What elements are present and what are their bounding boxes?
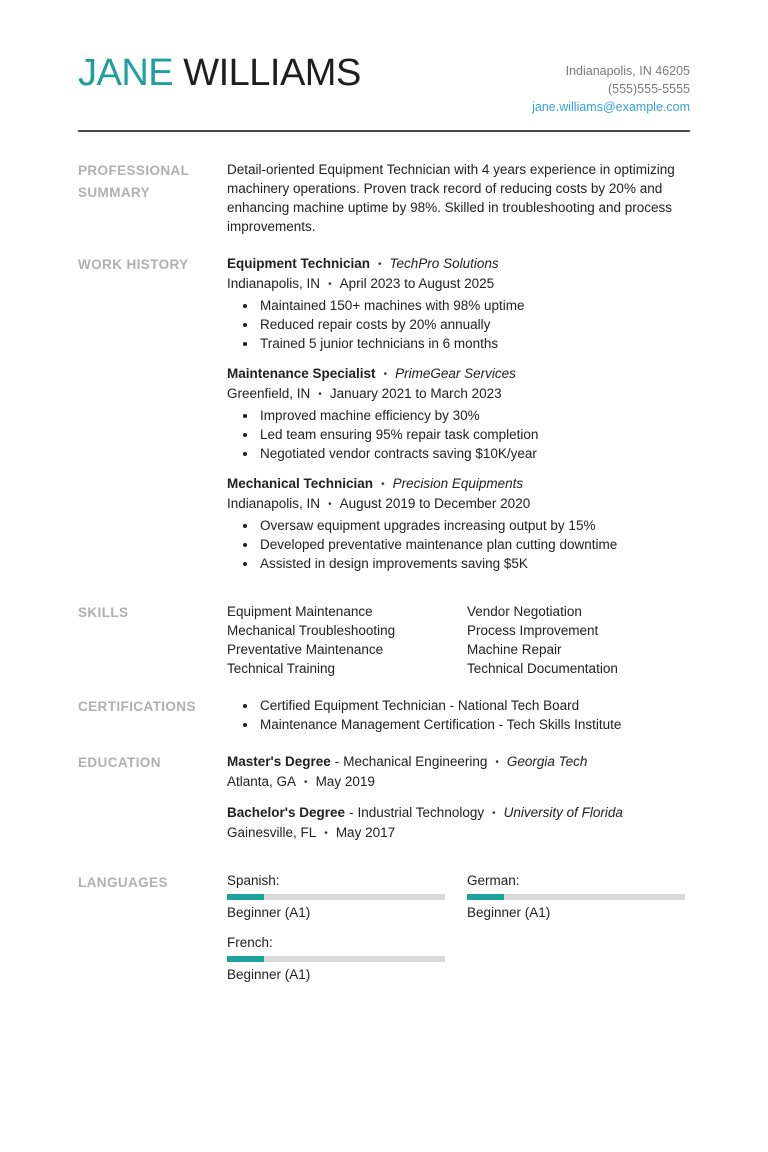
education-meta xyxy=(227,823,690,843)
section-label-languages: LANGUAGES xyxy=(78,875,168,890)
job-title: Maintenance Specialist xyxy=(227,366,376,381)
skill-item: Process Improvement xyxy=(467,623,599,638)
job-header xyxy=(227,364,690,384)
job-bullet: • Developed preventative maintenance plan cutting downtime xyxy=(258,535,690,554)
skill-item: Vendor Negotiation xyxy=(467,604,582,619)
job-bullet: • Improved machine efficiency by 30% xyxy=(258,406,690,425)
language-level: Beginner (A1) xyxy=(227,967,311,982)
job-bullet: • Assisted in design improvements saving $5K xyxy=(258,554,690,573)
contact-phone: (555)555-5555 xyxy=(607,82,690,96)
job-title: Mechanical Technician xyxy=(227,476,374,491)
school: University of Florida xyxy=(503,805,623,820)
section-label-summary: PROFESSIONAL SUMMARY xyxy=(78,163,190,200)
language-item xyxy=(227,872,467,921)
language-name: German: xyxy=(467,873,520,888)
certification-item: • Certified Equipment Technician - National Tech Board xyxy=(258,696,690,715)
job-company: PrimeGear Services xyxy=(395,366,516,381)
skill-item: Preventative Maintenance xyxy=(227,642,384,657)
school: Georgia Tech xyxy=(506,754,588,769)
job-company: Precision Equipments xyxy=(392,476,524,491)
separator-dash: - xyxy=(349,805,354,820)
education-location: Atlanta, GA xyxy=(227,774,297,789)
separator-dot: • xyxy=(328,499,332,510)
job-entry xyxy=(227,474,690,573)
job-entry xyxy=(227,364,690,463)
language-progress-fill xyxy=(467,894,504,900)
field-of-study: Mechanical Engineering xyxy=(343,754,488,769)
education-header xyxy=(227,752,690,772)
skills-column-2 xyxy=(467,602,690,678)
job-meta xyxy=(227,274,690,294)
skill-item: Mechanical Troubleshooting xyxy=(227,623,396,638)
language-progress-fill xyxy=(227,894,264,900)
education-location: Gainesville, FL xyxy=(227,825,317,840)
job-bullet-list xyxy=(227,516,690,573)
separator-dot: • xyxy=(492,808,496,819)
job-meta xyxy=(227,384,690,404)
job-meta xyxy=(227,494,690,514)
section-education xyxy=(78,752,690,854)
language-progress-fill xyxy=(227,956,264,962)
education-header xyxy=(227,803,690,823)
language-item xyxy=(467,872,690,921)
page-title xyxy=(78,50,361,96)
separator-dot: • xyxy=(328,279,332,290)
contact-location: Indianapolis, IN 46205 xyxy=(565,64,690,78)
job-bullet: • Reduced repair costs by 20% annually xyxy=(258,315,690,334)
first-name: JANE xyxy=(78,52,174,94)
job-bullet-list xyxy=(227,296,690,353)
last-name: WILLIAMS xyxy=(183,52,361,94)
education-meta xyxy=(227,772,690,792)
education-entry xyxy=(227,803,690,843)
education-date: May 2017 xyxy=(335,825,396,840)
skills-column-1 xyxy=(227,602,467,678)
job-dates: January 2021 to March 2023 xyxy=(329,386,502,401)
contact-email-link[interactable]: jane.williams@example.com xyxy=(532,100,690,114)
job-company: TechPro Solutions xyxy=(389,256,499,271)
degree: Master's Degree xyxy=(227,754,331,769)
header-divider xyxy=(78,130,690,132)
section-skills xyxy=(78,602,690,678)
job-location: Indianapolis, IN xyxy=(227,276,321,291)
skill-item: Technical Training xyxy=(227,661,336,676)
job-bullet: • Led team ensuring 95% repair task completion xyxy=(258,425,690,444)
separator-dot: • xyxy=(378,259,382,270)
certification-list xyxy=(227,696,690,734)
job-entry xyxy=(227,254,690,353)
education-date: May 2019 xyxy=(315,774,375,789)
section-label-work: WORK HISTORY xyxy=(78,257,189,272)
language-progress-bar xyxy=(467,894,685,900)
section-professional-summary xyxy=(78,160,690,236)
language-level: Beginner (A1) xyxy=(467,905,551,920)
job-bullet-list xyxy=(227,406,690,463)
job-dates: April 2023 to August 2025 xyxy=(339,276,495,291)
separator-dot: • xyxy=(318,389,322,400)
job-bullet: • Maintained 150+ machines with 98% uptime xyxy=(258,296,690,315)
job-header xyxy=(227,474,690,494)
separator-dot: • xyxy=(381,479,385,490)
separator-dot: • xyxy=(495,757,499,768)
section-languages xyxy=(78,872,690,983)
skill-item: Machine Repair xyxy=(467,642,562,657)
language-item xyxy=(227,934,467,983)
job-header xyxy=(227,254,690,274)
resume-header xyxy=(78,50,690,116)
separator-dot: • xyxy=(304,777,308,788)
job-bullet: • Trained 5 junior technicians in 6 months xyxy=(258,334,690,353)
job-title: Equipment Technician xyxy=(227,256,371,271)
skill-item: Equipment Maintenance xyxy=(227,604,373,619)
section-certifications xyxy=(78,696,690,734)
job-location: Indianapolis, IN xyxy=(227,496,321,511)
language-progress-bar xyxy=(227,956,445,962)
language-level: Beginner (A1) xyxy=(227,905,311,920)
separator-dot: • xyxy=(383,369,388,380)
contact-block xyxy=(532,62,690,116)
separator-dot: • xyxy=(324,828,328,839)
section-label-certifications: CERTIFICATIONS xyxy=(78,699,196,714)
summary-text: Detail-oriented Equipment Technician with 4 years experience in optimizing machinery operations. Proven track record of reducing costs by 20% and enhancing machine uptime by 98%. Skilled in troubleshooting and process improvements. xyxy=(227,162,675,234)
degree: Bachelor's Degree xyxy=(227,805,346,820)
job-location: Greenfield, IN xyxy=(227,386,311,401)
language-progress-bar xyxy=(227,894,445,900)
job-bullet: • Oversaw equipment upgrades increasing output by 15% xyxy=(258,516,690,535)
education-entry xyxy=(227,752,690,792)
language-name: French: xyxy=(227,935,273,950)
field-of-study: Industrial Technology xyxy=(357,805,485,820)
skill-item: Technical Documentation xyxy=(467,661,618,676)
job-dates: August 2019 to December 2020 xyxy=(339,496,531,511)
section-label-skills: SKILLS xyxy=(78,605,129,620)
certification-item: • Maintenance Management Certification - Tech Skills Institute xyxy=(258,715,690,734)
language-name: Spanish: xyxy=(227,873,280,888)
separator-dash: - xyxy=(334,754,340,769)
section-work-history xyxy=(78,254,690,584)
section-label-education: EDUCATION xyxy=(78,755,161,770)
job-bullet: • Negotiated vendor contracts saving $10K/year xyxy=(258,444,690,463)
